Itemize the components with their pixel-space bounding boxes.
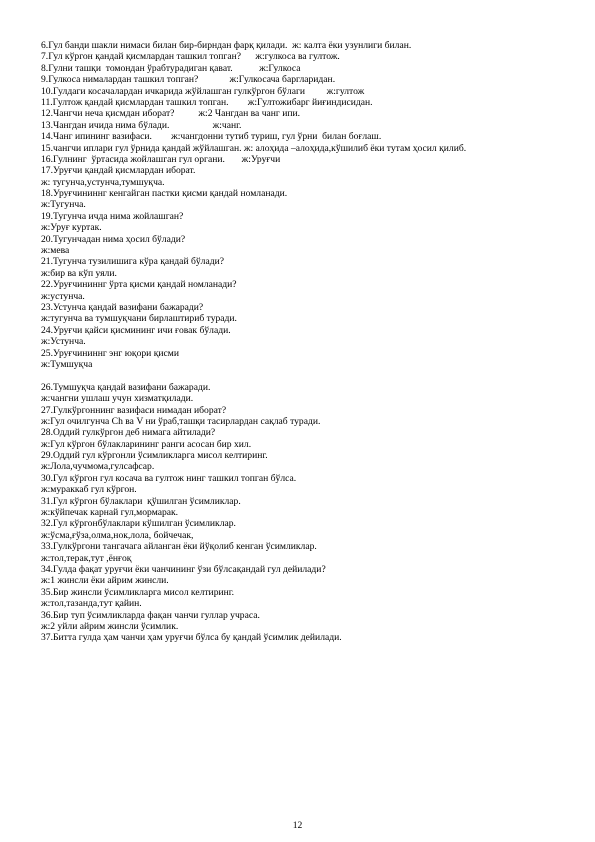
- answer-line: ж:1 жинсли ёки айрим жинсли.: [41, 575, 169, 587]
- question-line: 37.Битта гулда ҳам чанчи ҳам уруғчи бўлса бу қандай ўсимлик дейилади.: [41, 632, 342, 644]
- question-line: 36.Бир туп ўсимликларда фақан чанчи гуллар учраса.: [41, 609, 260, 621]
- question-line: 29.Оддий гул кўргонли ўсимликларга мисол келтиринг.: [41, 450, 268, 462]
- answer-line: ж:чангни ушлаш учун хизматқилади.: [41, 393, 194, 405]
- question-line: 14.Чанг ипининг вазифаси. ж:чангдонни тутиб туриш, гул ўрни билан боғлаш.: [41, 131, 382, 143]
- answer-line: ж:кўйпечак карнай гул,мормарак.: [41, 507, 179, 519]
- question-line: 22.Уруғчининнг ўрта қисми қандай номланади?: [41, 279, 237, 291]
- answer-line: ж:Гул очилгунча Ch ва V ни ўраб,ташқи тасирлардан сақлаб туради.: [41, 415, 321, 427]
- question-line: 15.чангчи иплари гул ўрнида қандай жўйлашган. ж: алоҳида –алоҳида,кўшилиб ёки тутам ҳосил қилиб.: [41, 142, 467, 154]
- question-line: 32.Гул кўргонбўлаклари кўшилган ўсимликлар.: [41, 518, 236, 530]
- answer-line: ж:Устунча.: [41, 336, 86, 348]
- question-line: 18.Уруғчининнг кенгайган пастки қисми қандай номланади.: [41, 188, 288, 200]
- question-line: 19.Тугунча ичда нима жойлашган?: [41, 210, 184, 222]
- question-line: 23.Устунча қандай вазифани бажаради?: [41, 302, 204, 313]
- question-line: 27.Гулкўргоннинг вазифаси нимадан иборат?: [41, 404, 227, 416]
- answer-line: ж:мева: [41, 245, 70, 257]
- question-line: 30.Гул кўргон гул косача ва гултож нинг ташкил топган бўлса.: [41, 472, 297, 484]
- question-line: 16.Гулнинг ўртасида жойлашган гул органи. ж:Уруғчи: [41, 153, 281, 165]
- answer-line: ж:бир ва кўп уяли.: [41, 267, 117, 279]
- answer-line: ж:устунча.: [41, 290, 85, 302]
- document-page: [41, 40, 571, 644]
- answer-line: ж:Тугунча.: [41, 199, 86, 211]
- question-line: 17.Уруғчи қандай қисмлардан иборат.: [41, 165, 196, 177]
- question-line: 9.Гулкоса нималардан ташкил топган? ж:Гулкосача баргларидан.: [41, 74, 336, 86]
- question-line: 7.Гул кўргон қандай қисмлардан ташкил топган? ж:гулкоса ва гултож.: [41, 51, 340, 63]
- page-number: 12: [292, 820, 303, 831]
- answer-line: ж:ўсма,ғўза,олма,нок,лола, бойчечак,: [41, 529, 194, 541]
- answer-line: ж:мураккаб гул кўргон.: [41, 484, 137, 496]
- question-line: 25.Уруғчининнг энг юқори қисми: [41, 347, 179, 359]
- question-line: 28.Оддий гулкўргон деб нимага айтилади?: [41, 427, 216, 439]
- answer-line: ж: тугунча,устунча,тумшуқча.: [41, 176, 165, 188]
- question-line: 34.Гулда фақат уруғчи ёки чанчининг ўзи бўлсақандай гул дейилади?: [41, 563, 326, 575]
- answer-line: ж:2 уйли айрим жинсли ўсимлик.: [41, 620, 179, 632]
- question-line: 20.Тугунчадан нима ҳосил бўлади?: [41, 233, 186, 245]
- answer-line: ж:тол,терак,тут ,ёнғоқ: [41, 552, 132, 564]
- question-line: 6.Гул банди шакли нимаси билан бир-бирндан фарқ қилади. ж: калта ёки узунлиги билан.: [41, 40, 412, 51]
- blank-line: [41, 370, 571, 381]
- question-line: 35.Бир жинсли ўсимликларга мисол келтиринг.: [41, 586, 235, 598]
- question-line: 33.Гулкўргони тангачага айланган ёки йўқолиб кенган ўсимликлар.: [41, 541, 317, 553]
- answer-line: ж:Уруғ куртак.: [41, 222, 102, 234]
- question-line: 21.Тугунча тузилишига кўра қандай бўлади?: [41, 256, 224, 268]
- question-line: 11.Гултож қандай қисмлардан ташкил топган. ж:Гултожибарг йиғиндисидан.: [41, 96, 373, 108]
- answer-line: ж:тугунча ва тумшуқчани бирлаштириб туради.: [41, 313, 237, 325]
- answer-line: ж:Лола,чучмома,гулсафсар.: [41, 461, 155, 473]
- question-line: 12.Чангчи неча қисмдан иборат? ж:2 Чангдан ва чанг ипи.: [41, 108, 301, 120]
- answer-line: ж:Тумшуқча: [41, 358, 93, 370]
- answer-line: ж:тол,тазанда,тут қайин.: [41, 598, 142, 610]
- question-line: 26.Тумшуқча қандай вазифани бажаради.: [41, 381, 211, 393]
- answer-line: ж:Гул кўргон бўлакларининг ранги асосан бир хил.: [41, 438, 252, 450]
- question-line: 13.Чангдан ичида нима бўлади. ж:чанг.: [41, 119, 242, 131]
- question-line: 10.Гулдаги косачалардан ичкарида жўйлашган гулкўргон бўлаги ж:гултож: [41, 85, 365, 97]
- question-line: 24.Уруғчи қайси қисмининг ичи ғовак бўлади.: [41, 324, 231, 336]
- question-line: 31.Гул кўргон бўлаклари қўшилган ўсимликлар.: [41, 495, 241, 507]
- question-line: 8.Гулни ташқи томондан ўрабтурадиган қават. ж:Гулкоса: [41, 62, 301, 74]
